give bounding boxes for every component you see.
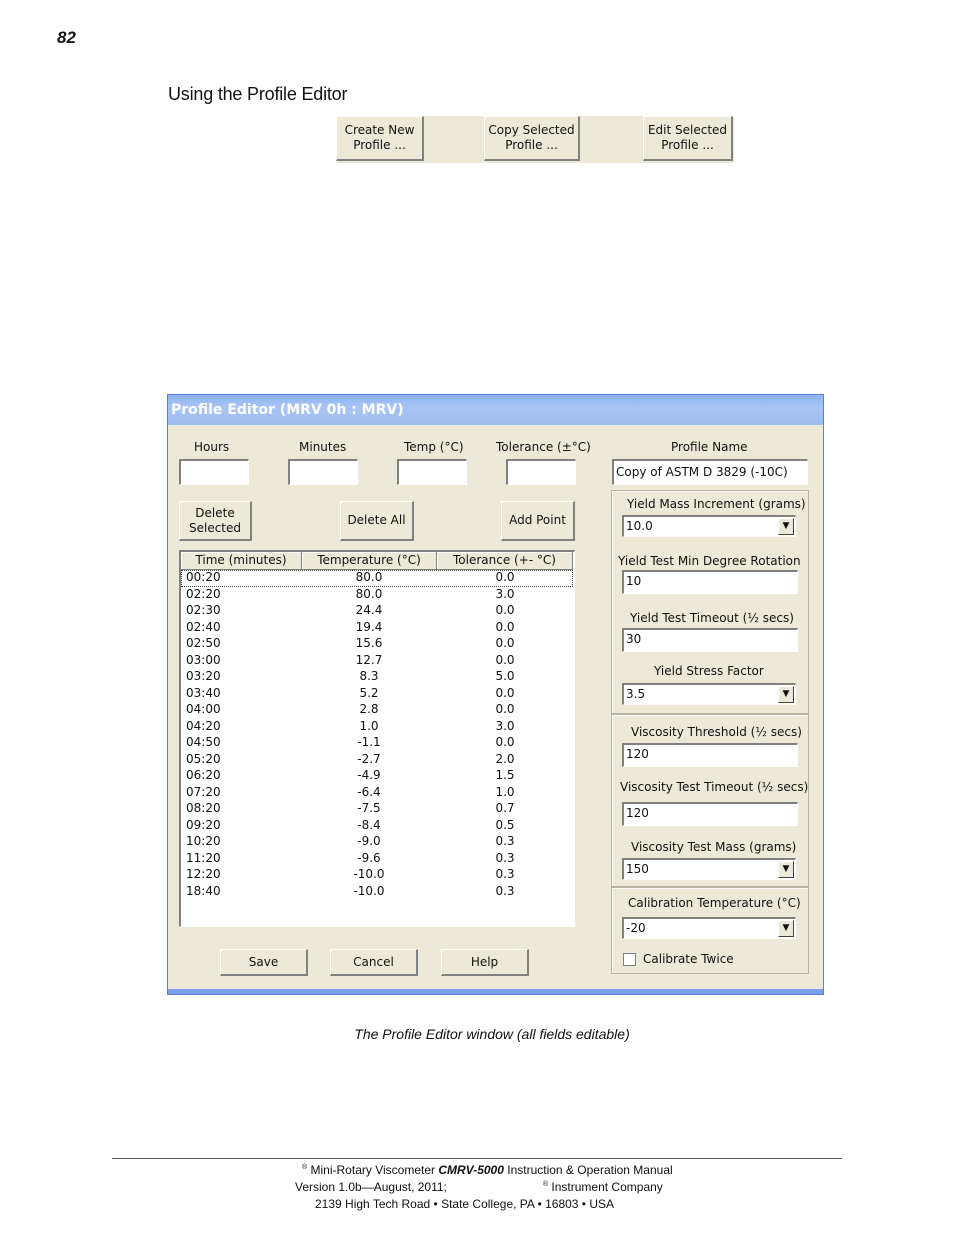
viscosity-mass-label: Viscosity Test Mass (grams)	[631, 840, 797, 854]
cell-temperature: -9.6	[357, 850, 381, 865]
temp-input[interactable]	[397, 459, 467, 485]
window-title: Profile Editor (MRV 0h : MRV)	[168, 395, 823, 425]
cell-time: 04:50	[186, 735, 221, 749]
footer-line-1: ® Mini-Rotary Viscometer CMRV-5000 Instruction & Operation Manual	[302, 1163, 673, 1177]
cell-time: 03:40	[186, 685, 221, 700]
cell-time: 04:20	[186, 718, 221, 733]
cell-temperature: -1.1	[357, 735, 381, 749]
cell-time: 03:00	[186, 652, 221, 667]
yield-min-rotation-label: Yield Test Min Degree Rotation	[618, 554, 801, 568]
tolerance-label: Tolerance (±°C)	[496, 440, 591, 454]
table-row[interactable]	[181, 735, 573, 752]
cell-time: 07:20	[186, 784, 221, 799]
cell-tolerance: 1.5	[495, 768, 515, 782]
cell-tolerance: 0.3	[495, 834, 515, 848]
delete-selected-button[interactable]: Delete Selected	[179, 501, 252, 541]
delete-all-button[interactable]: Delete All	[340, 501, 414, 541]
cell-time: 08:20	[186, 801, 221, 815]
cell-tolerance: 2.0	[495, 751, 515, 766]
cell-tolerance: 0.0	[495, 603, 515, 617]
table-row[interactable]	[181, 768, 573, 785]
table-row[interactable]	[181, 785, 573, 802]
profile-name-input[interactable]: Copy of ASTM D 3829 (-10C)	[612, 459, 808, 485]
create-new-profile-button[interactable]: Create New Profile ...	[336, 116, 424, 161]
yield-min-rotation-input[interactable]: 10	[622, 570, 798, 594]
yield-mass-increment-select[interactable]: 10.0 ▼	[622, 515, 796, 537]
table-row[interactable]	[181, 867, 573, 884]
table-row[interactable]	[181, 851, 573, 868]
cell-tolerance: 0.3	[495, 883, 515, 898]
cell-time: 02:30	[186, 603, 221, 617]
footer-rule	[112, 1158, 842, 1159]
hours-input[interactable]	[179, 459, 249, 485]
profile-name-label: Profile Name	[671, 440, 748, 454]
cell-tolerance: 5.0	[495, 669, 515, 683]
cell-tolerance: 0.7	[495, 801, 515, 815]
cell-temperature: -10.0	[353, 867, 385, 881]
page-number: 82	[57, 28, 76, 47]
copy-selected-profile-button[interactable]: Copy Selected Profile ...	[484, 116, 580, 161]
table-row[interactable]	[181, 884, 573, 901]
list-header-tolerance[interactable]: Tolerance (+- °C)	[437, 552, 573, 570]
table-row[interactable]	[181, 834, 573, 851]
list-header-time[interactable]: Time (minutes)	[181, 552, 302, 570]
cell-time: 09:20	[186, 817, 221, 832]
footer-line-2: Version 1.0b—August, 2011; ® Instrument Company	[295, 1180, 663, 1194]
cell-tolerance: 0.0	[495, 619, 515, 634]
cell-tolerance: 0.0	[495, 735, 515, 749]
viscosity-timeout-label: Viscosity Test Timeout (½ secs)	[620, 780, 809, 794]
table-row[interactable]	[181, 801, 573, 818]
cell-time: 00:20	[186, 570, 221, 584]
table-row[interactable]	[181, 620, 573, 637]
cancel-button[interactable]: Cancel	[330, 949, 418, 976]
table-row[interactable]	[181, 686, 573, 703]
table-row[interactable]	[181, 752, 573, 769]
edit-selected-profile-button[interactable]: Edit Selected Profile ...	[643, 116, 733, 161]
cell-tolerance: 1.0	[495, 784, 515, 799]
add-point-button[interactable]: Add Point	[501, 501, 575, 541]
hours-label: Hours	[194, 440, 230, 454]
table-row[interactable]	[181, 587, 573, 604]
viscosity-timeout-input[interactable]: 120	[622, 802, 798, 826]
cell-temperature: -10.0	[353, 883, 385, 898]
cell-tolerance: 0.3	[495, 867, 515, 881]
help-button[interactable]: Help	[441, 949, 529, 976]
cell-tolerance: 0.0	[495, 652, 515, 667]
cell-temperature: -4.9	[357, 768, 381, 782]
cell-temperature: -7.5	[357, 801, 381, 815]
save-button[interactable]: Save	[220, 949, 308, 976]
cell-tolerance: 3.0	[495, 718, 515, 733]
table-row[interactable]	[181, 653, 573, 670]
list-header-temperature[interactable]: Temperature (°C)	[302, 552, 437, 570]
cell-temperature: -2.7	[357, 751, 381, 766]
table-row[interactable]	[181, 636, 573, 653]
temp-label: Temp (°C)	[404, 440, 464, 454]
cell-temperature: 19.4	[355, 619, 383, 634]
footer-line-3: 2139 High Tech Road • State College, PA • 16803 • USA	[315, 1197, 615, 1211]
cell-time: 18:40	[186, 883, 221, 898]
cell-time: 12:20	[186, 867, 221, 881]
yield-timeout-label: Yield Test Timeout (½ secs)	[630, 611, 794, 625]
cell-time: 05:20	[186, 751, 221, 766]
cell-temperature: 80.0	[355, 586, 383, 601]
cell-tolerance: 0.3	[495, 850, 515, 865]
cell-time: 03:20	[186, 669, 221, 683]
yield-stress-factor-label: Yield Stress Factor	[654, 664, 764, 678]
table-row[interactable]	[181, 702, 573, 719]
chevron-down-icon[interactable]: ▼	[778, 518, 794, 535]
figure-caption: The Profile Editor window (all fields editable)	[354, 1026, 630, 1042]
yield-stress-factor-select[interactable]: 3.5 ▼	[622, 683, 796, 705]
cell-time: 10:20	[186, 834, 221, 848]
cell-temperature: 1.0	[359, 718, 379, 733]
minutes-label: Minutes	[299, 440, 347, 454]
cell-temperature: 80.0	[355, 570, 383, 584]
chevron-down-icon[interactable]: ▼	[778, 686, 794, 703]
yield-mass-increment-label: Yield Mass Increment (grams)	[627, 497, 806, 511]
minutes-input[interactable]	[288, 459, 358, 485]
section-title: Using the Profile Editor	[168, 84, 348, 104]
cell-time: 04:00	[186, 702, 221, 716]
cell-temperature: -6.4	[357, 784, 381, 799]
chevron-down-icon[interactable]: ▼	[778, 920, 794, 937]
cell-temperature: 2.8	[359, 702, 379, 716]
profile-points-list[interactable]	[179, 550, 575, 927]
cell-temperature: 24.4	[355, 603, 383, 617]
table-row[interactable]	[181, 570, 573, 587]
yield-timeout-input[interactable]: 30	[622, 628, 798, 652]
cell-temperature: -8.4	[357, 817, 381, 832]
cell-temperature: 5.2	[359, 685, 379, 700]
cell-tolerance: 0.5	[495, 817, 515, 832]
calibration-temp-label: Calibration Temperature (°C)	[628, 896, 801, 910]
viscosity-mass-select[interactable]: 150 ▼	[622, 858, 796, 880]
table-row[interactable]	[181, 669, 573, 686]
cell-temperature: 12.7	[355, 652, 383, 667]
calibrate-twice-checkbox[interactable]	[623, 953, 636, 966]
cell-tolerance: 0.0	[495, 685, 515, 700]
cell-temperature: 8.3	[359, 669, 379, 683]
window-bottom-edge	[168, 989, 823, 994]
table-row[interactable]	[181, 719, 573, 736]
cell-temperature: -9.0	[357, 834, 381, 848]
cell-time: 06:20	[186, 768, 221, 782]
profile-button-strip	[336, 116, 734, 163]
calibrate-twice-label: Calibrate Twice	[643, 952, 734, 966]
tolerance-input[interactable]	[506, 459, 576, 485]
cell-time: 02:40	[186, 619, 221, 634]
cell-tolerance: 0.0	[495, 702, 515, 716]
calibration-temp-select[interactable]: -20 ▼	[622, 917, 796, 939]
table-row[interactable]	[181, 603, 573, 620]
cell-time: 11:20	[186, 850, 221, 865]
cell-tolerance: 3.0	[495, 586, 515, 601]
cell-tolerance: 0.0	[495, 636, 515, 650]
cell-tolerance: 0.0	[495, 570, 515, 584]
chevron-down-icon[interactable]: ▼	[778, 861, 794, 878]
table-row[interactable]	[181, 818, 573, 835]
cell-temperature: 15.6	[355, 636, 383, 650]
viscosity-threshold-label: Viscosity Threshold (½ secs)	[631, 725, 802, 739]
cell-time: 02:50	[186, 636, 221, 650]
viscosity-threshold-input[interactable]: 120	[622, 743, 798, 767]
profile-editor-window	[167, 394, 824, 995]
cell-time: 02:20	[186, 586, 221, 601]
